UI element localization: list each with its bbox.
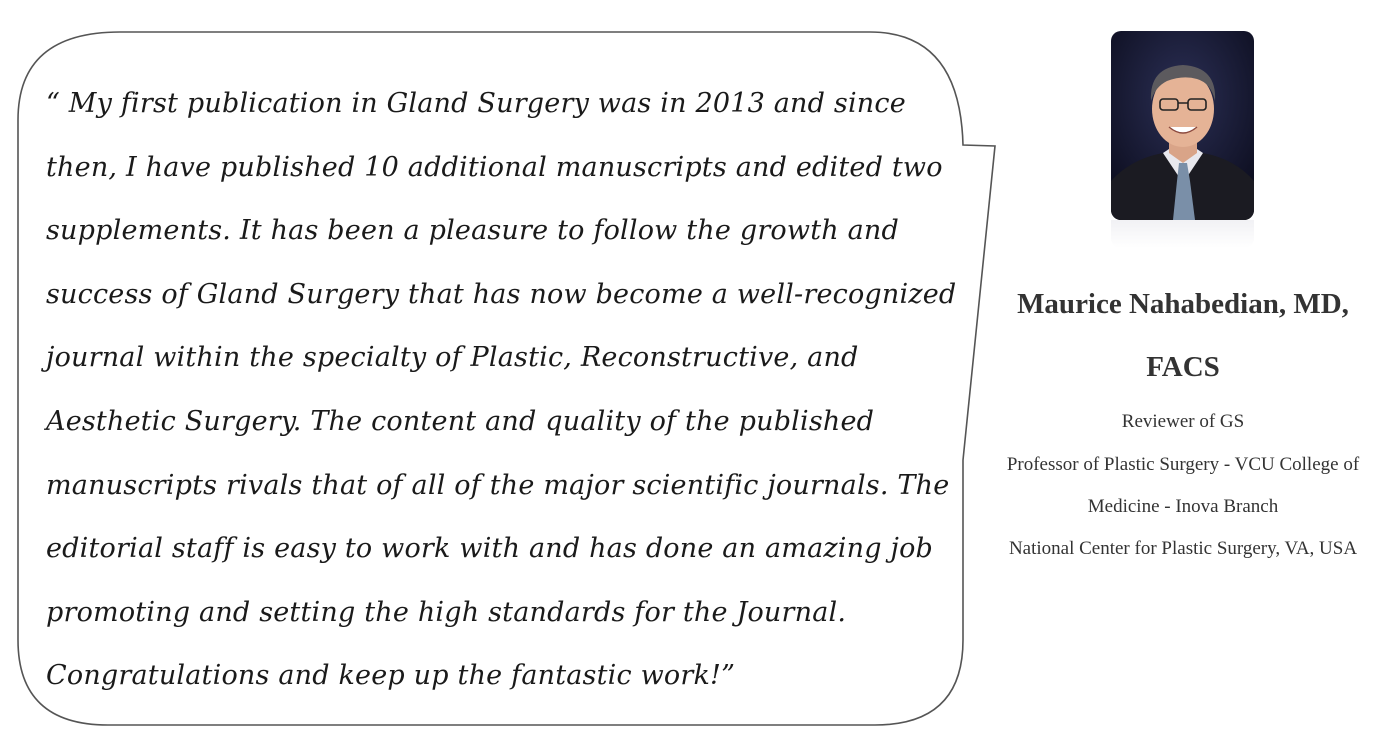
quote-line: editorial staff is easy to work with and has done an amazing job bbox=[46, 533, 934, 565]
quote-line: then, I have published 10 additional manuscripts and edited two bbox=[46, 151, 943, 183]
portrait-photo bbox=[1111, 31, 1254, 220]
quote-line: Congratulations and keep up the fantastic work!” bbox=[46, 660, 736, 692]
person-title: Professor of Plastic Surgery - VCU College of bbox=[1006, 454, 1360, 475]
quote-line: Aesthetic Surgery. The content and quality of the published bbox=[46, 405, 875, 437]
quote-line: promoting and setting the high standards for the Journal. bbox=[46, 596, 847, 628]
person-title-continued: Medicine - Inova Branch bbox=[1087, 496, 1279, 517]
quote-line: “ My first publication in Gland Surgery was in 2013 and since bbox=[46, 88, 906, 119]
person-role: Reviewer of GS bbox=[1121, 411, 1245, 432]
quote-line: manuscripts rivals that of all of the major scientific journals. The bbox=[46, 469, 950, 501]
person-affiliation: National Center for Plastic Surgery, VA, USA bbox=[1008, 538, 1358, 559]
testimonial-quote bbox=[46, 72, 957, 708]
photo-reflection bbox=[1111, 220, 1254, 248]
quote-line: supplements. It has been a pleasure to follow the growth and bbox=[46, 215, 899, 247]
quote-line: success of Gland Surgery that has now become a well-recognized bbox=[46, 278, 957, 310]
person-name: Maurice Nahabedian, MD, bbox=[1017, 288, 1349, 320]
quote-line: journal within the specialty of Plastic, Reconstructive, and bbox=[46, 342, 859, 374]
person-credentials: FACS bbox=[1146, 351, 1220, 383]
